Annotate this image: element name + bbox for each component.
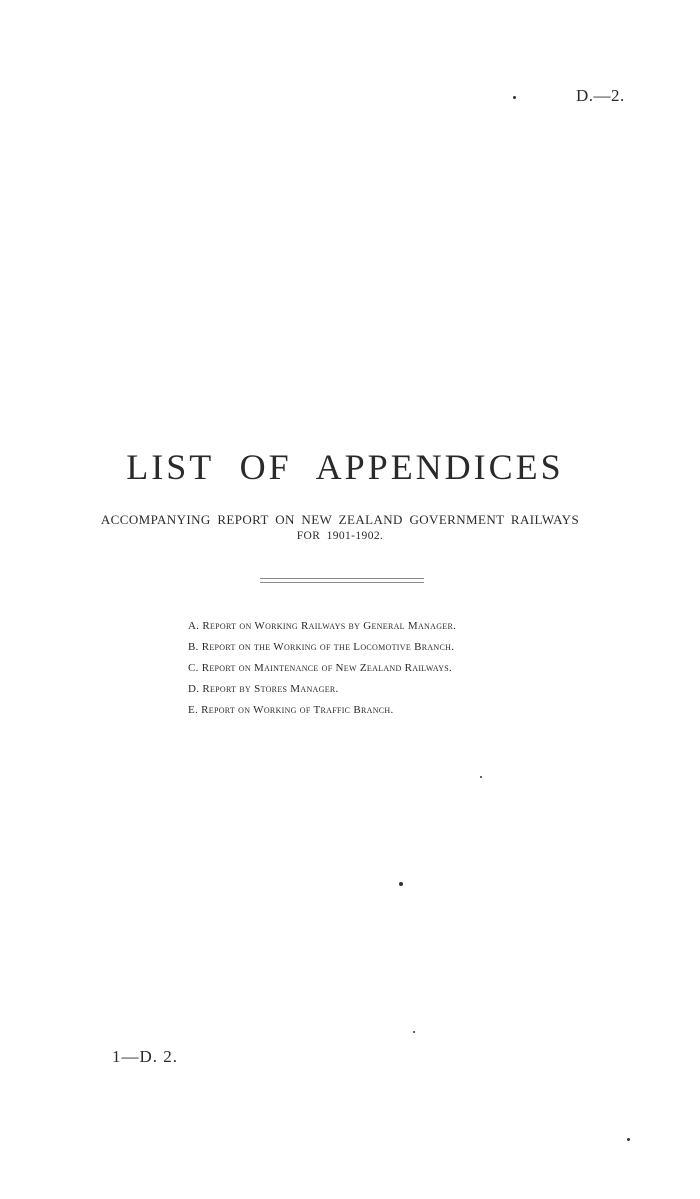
- speck-mark: [399, 882, 403, 886]
- document-title: LIST OF APPENDICES: [126, 447, 564, 487]
- subtitle-line-2: FOR 1901-1902.: [296, 530, 384, 542]
- appendix-item-b: B. Report on the Working of the Locomotive Branch.: [188, 641, 455, 653]
- signature-mark: 1—D. 2.: [112, 1047, 179, 1066]
- appendix-item-e: E. Report on Working of Traffic Branch.: [188, 704, 394, 716]
- divider-rule: [260, 578, 424, 583]
- appendix-item-a: A. Report on Working Railways by General Manager.: [188, 620, 457, 632]
- appendix-item-d: D. Report by Stores Manager.: [188, 683, 339, 695]
- speck-mark: [413, 1031, 415, 1033]
- subtitle-line-1: ACCOMPANYING REPORT ON NEW ZEALAND GOVERNMENT RAILWAYS: [100, 512, 580, 527]
- speck-mark: [480, 776, 482, 778]
- page-reference: D.—2.: [576, 86, 625, 105]
- document-subtitle: [0, 512, 680, 544]
- appendix-item-c: C. Report on Maintenance of New Zealand Railways.: [188, 662, 453, 674]
- speck-mark: [513, 96, 516, 99]
- appendix-list: [188, 616, 456, 721]
- speck-mark: [627, 1138, 630, 1141]
